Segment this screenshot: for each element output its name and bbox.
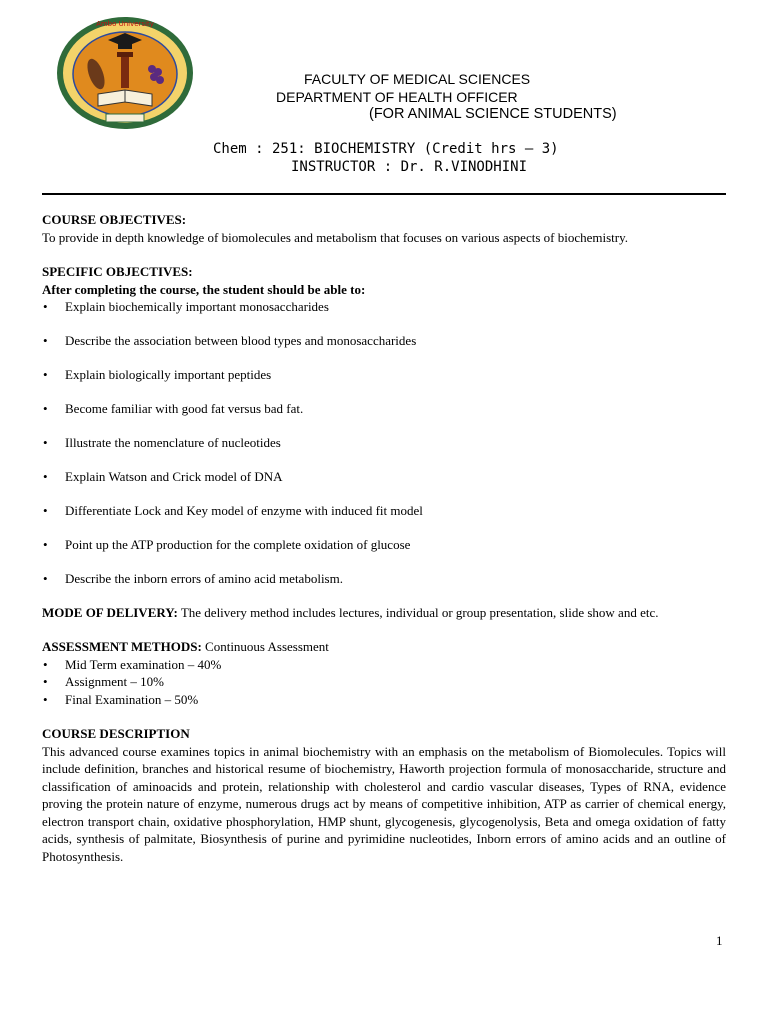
specific-objectives-section [42,263,726,588]
audience-title: (FOR ANIMAL SCIENCE STUDENTS) [369,106,617,122]
mode-of-delivery-text: The delivery method includes lectures, individual or group presentation, slide show and etc. [177,604,659,620]
list-item: • Final Examination – 50% [42,691,726,709]
specific-objectives-subheading: After completing the course, the student should be able to: [42,281,366,297]
specific-objectives-list [42,298,726,588]
document-body [42,211,726,865]
mode-of-delivery-section [42,604,726,622]
course-description-section [42,725,726,865]
course-title: Chem : 251: BIOCHEMISTRY (Credit hrs – 3) [213,141,559,157]
list-item: • Explain biologically important peptides [42,366,726,384]
mode-of-delivery-heading: MODE OF DELIVERY: [42,604,178,620]
header-divider [42,193,726,195]
instructor-line: INSTRUCTOR : Dr. R.VINODHINI [291,159,528,175]
course-objectives-section [42,211,726,246]
page-number: 1 [716,933,723,948]
list-item: • Explain Watson and Crick model of DNA [42,468,726,486]
faculty-title: FACULTY OF MEDICAL SCIENCES [304,71,531,87]
assessment-section [42,638,726,708]
course-objectives-heading: COURSE OBJECTIVES: [42,212,187,227]
list-item: • Differentiate Lock and Key model of enzyme with induced fit model [42,502,726,520]
svg-text:Ambo University: Ambo University [96,20,154,28]
assessment-text: Continuous Assessment [201,639,329,654]
list-item: • Point up the ATP production for the complete oxidation of glucose [42,536,726,554]
list-item: • Describe the inborn errors of amino acid metabolism. [42,570,726,588]
course-description-heading: COURSE DESCRIPTION [42,726,190,741]
list-item: • Become familiar with good fat versus bad fat. [42,400,726,418]
course-description-text: This advanced course examines topics in animal biochemistry with an emphasis on the metabolism of Biomolecules. Topics will include definition, branches and historical resume of biochemistry, Haworth projection formula of monosaccharide, structure and classification of aminoacids and protein, relationship with cholesterol and cardio vascular diseases, Types of RNA, evidence proving the protein nature of enzyme, numerous drugs act by means of competitive inhibition, ATP as carrier of chemical energy, electron transport chain, oxidative phosphorylation, HMP shunt, glycogenesis, glycogenolysis, Beta and omega oxidation of fatty acids, synthesis of palmitate, Biosynthesis of purine and pyrimidine nucleotides, Inborn errors of amino acids and an outline of Photosynthesis. [42,743,726,864]
department-title: DEPARTMENT OF HEALTH OFFICER [276,89,518,105]
assessment-list [42,656,726,709]
university-seal-logo [54,14,196,132]
list-item: • Assignment – 10% [42,673,726,691]
specific-objectives-heading: SPECIFIC OBJECTIVES: [42,264,193,279]
list-item: • Describe the association between blood types and monosaccharides [42,332,726,350]
list-item: • Mid Term examination – 40% [42,656,726,674]
list-item: • Illustrate the nomenclature of nucleotides [42,434,726,452]
course-objectives-text: To provide in depth knowledge of biomolecules and metabolism that focuses on various aspects of biochemistry. [42,229,629,245]
assessment-heading: ASSESSMENT METHODS: [42,639,202,654]
list-item: • Explain biochemically important monosaccharides [42,298,726,316]
